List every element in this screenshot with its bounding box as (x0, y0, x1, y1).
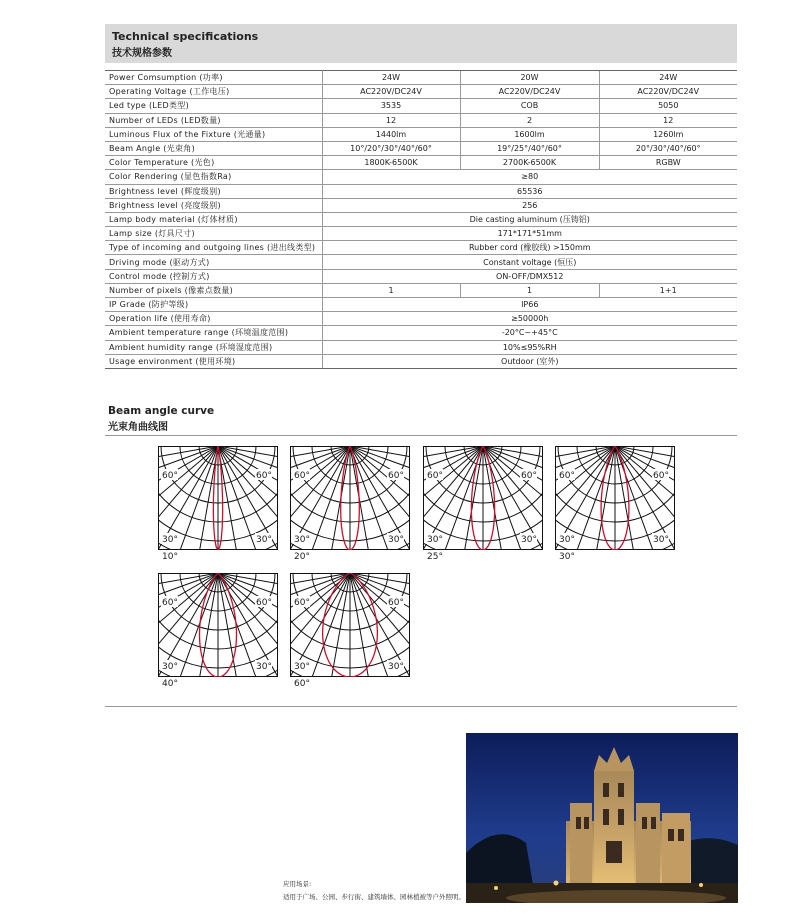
grid-angle-label: 60° (521, 471, 537, 481)
grid-angle-label: 60° (427, 471, 443, 481)
spec-value: Rubber cord (橡胶线) >150mm (322, 241, 737, 255)
grid-angle-label: 30° (427, 535, 443, 545)
beam-title-rule (105, 435, 737, 436)
spec-row (105, 326, 737, 340)
application-text: 适用于广场、公园、步行街、建筑墙体、园林植被等户外照明。 (283, 893, 465, 901)
polar-grid (290, 573, 410, 677)
beam-chart (555, 446, 675, 562)
spec-table (105, 70, 737, 369)
grid-angle-label: 60° (256, 471, 272, 481)
grid-angle-label: 30° (162, 662, 178, 672)
beam-title-cn: 光束角曲线图 (108, 422, 168, 433)
grid-angle-label: 30° (388, 535, 404, 545)
spec-value: 1+1 (599, 283, 737, 297)
spec-value: 5050 (599, 99, 737, 113)
spec-value: 24W (322, 71, 460, 85)
beam-angle-label: 25° (427, 552, 443, 562)
grid-angle-label: 30° (294, 662, 310, 672)
spec-row (105, 184, 737, 198)
grid-angle-label: 30° (256, 535, 272, 545)
spec-row (105, 212, 737, 226)
spec-label: Color Rendering (显色指数Ra) (105, 170, 322, 184)
spec-value: 20°/30°/40°/60° (599, 141, 737, 155)
spec-row (105, 99, 737, 113)
spec-value: AC220V/DC24V (460, 85, 599, 99)
spec-label: Lamp size (灯具尺寸) (105, 227, 322, 241)
spec-row (105, 71, 737, 85)
night-building-photo (466, 733, 738, 903)
grid-angle-label: 30° (162, 535, 178, 545)
spec-label: Beam Angle (光束角) (105, 141, 322, 155)
grid-angle-label: 30° (653, 535, 669, 545)
spec-value: 2700K-6500K (460, 156, 599, 170)
beam-angle-label: 20° (294, 552, 310, 562)
spec-value: COB (460, 99, 599, 113)
spec-value: ON-OFF/DMX512 (322, 269, 737, 283)
spec-value: 3535 (322, 99, 460, 113)
spec-value: 1260lm (599, 127, 737, 141)
spec-label: Driving mode (驱动方式) (105, 255, 322, 269)
beam-bottom-rule (105, 706, 737, 707)
grid-angle-label: 60° (388, 598, 404, 608)
grid-angle-label: 60° (388, 471, 404, 481)
spec-row (105, 241, 737, 255)
spec-header-bar (105, 24, 737, 63)
spec-value: 10%≤95%RH (322, 340, 737, 354)
beam-section-title (108, 405, 214, 433)
grid-angle-label: 60° (559, 471, 575, 481)
grid-angle-label: 30° (559, 535, 575, 545)
polar-grid (158, 573, 278, 677)
spec-label: Ambient humidity range (环境湿度范围) (105, 340, 322, 354)
grid-angle-label: 60° (162, 598, 178, 608)
spec-value: Outdoor (室外) (322, 354, 737, 368)
spec-label: Power Comsumption (功率) (105, 71, 322, 85)
spec-value: RGBW (599, 156, 737, 170)
spec-row (105, 170, 737, 184)
spec-row (105, 298, 737, 312)
spec-row (105, 269, 737, 283)
beam-angle-label: 30° (559, 552, 575, 562)
beam-angle-label: 10° (162, 552, 178, 562)
spec-label: Operation life (使用寿命) (105, 312, 322, 326)
spec-row (105, 340, 737, 354)
spec-label: Type of incoming and outgoing lines (进出线类型) (105, 241, 322, 255)
spec-value: 256 (322, 198, 737, 212)
spec-value: Die casting aluminum (压铸铝) (322, 212, 737, 226)
spec-row (105, 354, 737, 368)
spec-value: 1 (322, 283, 460, 297)
beam-chart (290, 446, 410, 562)
spec-label: Brightness level (亮度级别) (105, 198, 322, 212)
spec-label: Ambient temperature range (环境温度范围) (105, 326, 322, 340)
spec-value: 1600lm (460, 127, 599, 141)
spec-row (105, 156, 737, 170)
application-caption (283, 878, 465, 904)
spec-value: 24W (599, 71, 737, 85)
spec-value: 12 (599, 113, 737, 127)
polar-grid (423, 446, 543, 550)
spec-row (105, 255, 737, 269)
spec-row (105, 312, 737, 326)
spec-title-en: Technical specifications (112, 30, 259, 43)
spec-row (105, 85, 737, 99)
spec-value: ≥50000h (322, 312, 737, 326)
polar-grid (290, 446, 410, 550)
spec-title-cn: 技术规格参数 (112, 48, 172, 59)
grid-angle-label: 30° (256, 662, 272, 672)
spec-label: Led type (LED类型) (105, 99, 322, 113)
spec-value: -20°C~+45°C (322, 326, 737, 340)
spec-label: Luminous Flux of the Fixture (光通量) (105, 127, 322, 141)
spec-value: IP66 (322, 298, 737, 312)
spec-row (105, 141, 737, 155)
spec-label: Brightness level (辉度级别) (105, 184, 322, 198)
grid-angle-label: 60° (294, 471, 310, 481)
grid-angle-label: 60° (653, 471, 669, 481)
spec-row (105, 113, 737, 127)
grid-angle-label: 30° (521, 535, 537, 545)
spec-value: 20W (460, 71, 599, 85)
spec-label: Operating Voltage (工作电压) (105, 85, 322, 99)
beam-title-en: Beam angle curve (108, 405, 215, 417)
beam-angle-label: 60° (294, 679, 310, 689)
application-title: 应用场景: (283, 880, 312, 888)
spec-value: AC220V/DC24V (322, 85, 460, 99)
spec-label: Lamp body material (灯体材质) (105, 212, 322, 226)
polar-grid (158, 446, 278, 550)
beam-chart (158, 573, 278, 689)
spec-value: ≥80 (322, 170, 737, 184)
spec-value: 1440lm (322, 127, 460, 141)
spec-label: Usage environment (使用环境) (105, 354, 322, 368)
spec-value: Constant voltage (恒压) (322, 255, 737, 269)
spec-value: 2 (460, 113, 599, 127)
spec-value: 12 (322, 113, 460, 127)
spec-row (105, 127, 737, 141)
beam-angle-label: 40° (162, 679, 178, 689)
spec-value: AC220V/DC24V (599, 85, 737, 99)
grid-angle-label: 60° (256, 598, 272, 608)
beam-chart (158, 446, 278, 562)
spec-value: 171*171*51mm (322, 227, 737, 241)
spec-label: Control mode (控制方式) (105, 269, 322, 283)
grid-angle-label: 60° (294, 598, 310, 608)
grid-angle-label: 30° (294, 535, 310, 545)
spec-label: Color Temperature (光色) (105, 156, 322, 170)
grid-angle-label: 60° (162, 471, 178, 481)
beam-chart (290, 573, 410, 689)
spec-label: Number of pixels (像素点数量) (105, 283, 322, 297)
beam-chart (423, 446, 543, 562)
grid-angle-label: 30° (388, 662, 404, 672)
spec-row (105, 227, 737, 241)
spec-value: 19°/25°/40°/60° (460, 141, 599, 155)
spec-label: IP Grade (防护等级) (105, 298, 322, 312)
polar-grid (555, 446, 675, 550)
spec-value: 65536 (322, 184, 737, 198)
spec-row (105, 198, 737, 212)
spec-row (105, 283, 737, 297)
spec-label: Number of LEDs (LED数量) (105, 113, 322, 127)
spec-value: 1800K-6500K (322, 156, 460, 170)
spec-value: 1 (460, 283, 599, 297)
spec-value: 10°/20°/30°/40°/60° (322, 141, 460, 155)
